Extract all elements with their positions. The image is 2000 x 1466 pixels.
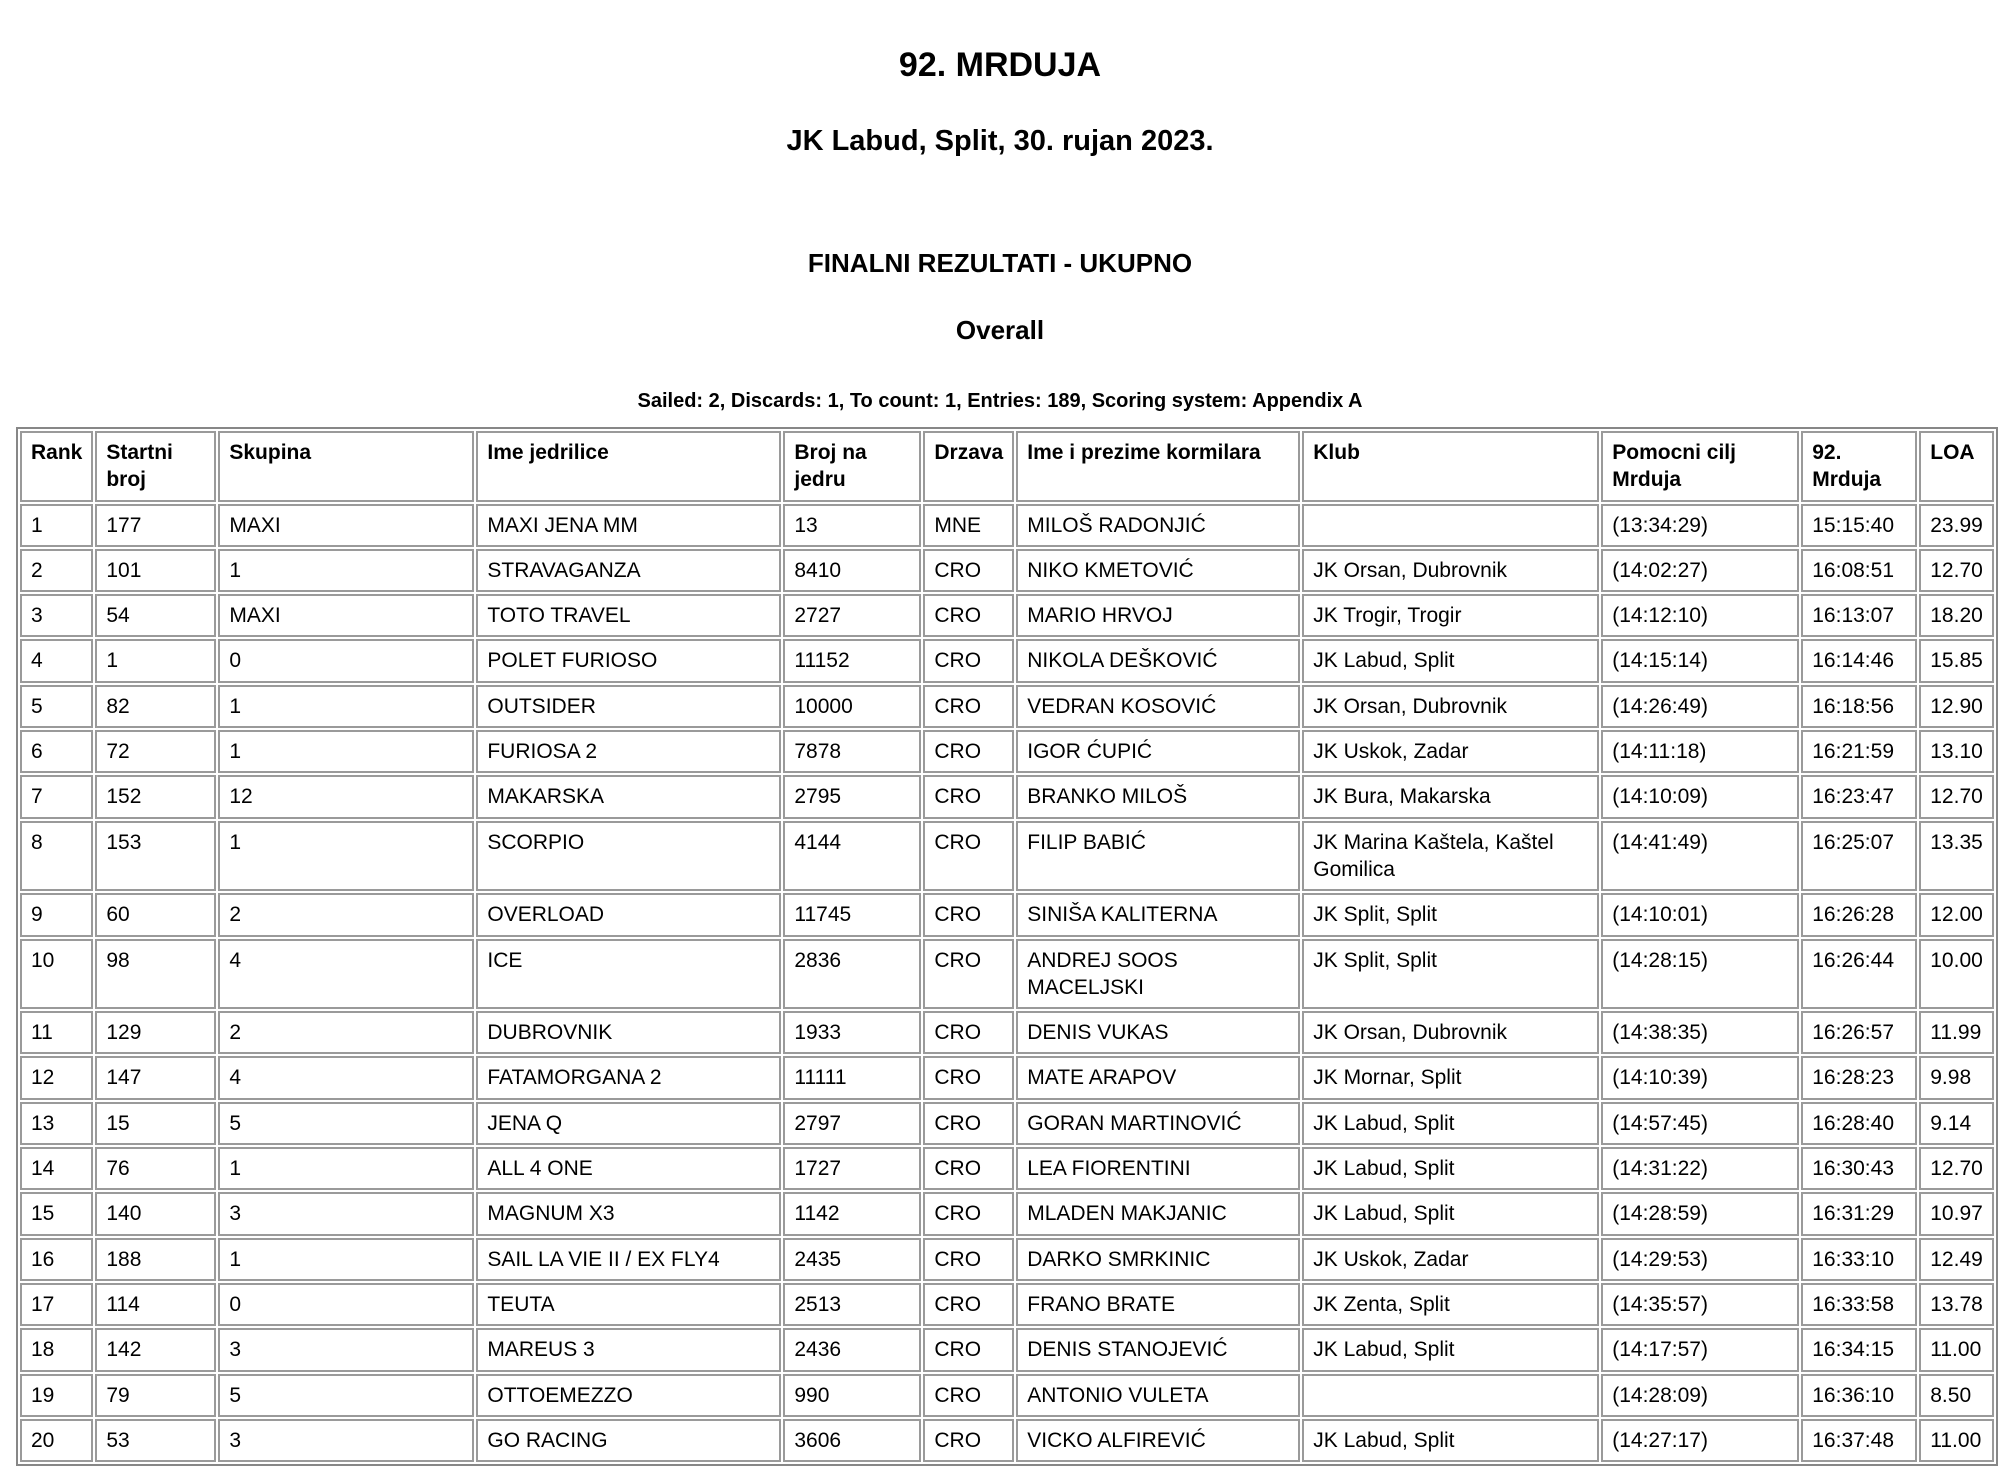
cell-broj_na_jedru: 1727 bbox=[783, 1147, 921, 1190]
cell-mrduja_92: 16:21:59 bbox=[1801, 730, 1917, 773]
cell-broj_na_jedru: 8410 bbox=[783, 549, 921, 592]
cell-ime_jedrilice: MAXI JENA MM bbox=[476, 504, 781, 547]
cell-pomocni_cilj: (14:10:09) bbox=[1601, 775, 1799, 818]
cell-drzava: CRO bbox=[923, 775, 1014, 818]
cell-pomocni_cilj: (14:57:45) bbox=[1601, 1102, 1799, 1145]
cell-skupina: 12 bbox=[218, 775, 474, 818]
cell-klub: JK Labud, Split bbox=[1302, 1419, 1599, 1462]
cell-klub: JK Trogir, Trogir bbox=[1302, 594, 1599, 637]
cell-ime_jedrilice: SCORPIO bbox=[476, 821, 781, 892]
cell-drzava: CRO bbox=[923, 594, 1014, 637]
cell-drzava: CRO bbox=[923, 1419, 1014, 1462]
cell-loa: 12.70 bbox=[1919, 1147, 1994, 1190]
cell-loa: 8.50 bbox=[1919, 1374, 1994, 1417]
page-subtitle: JK Labud, Split, 30. rujan 2023. bbox=[786, 125, 1214, 157]
table-row bbox=[20, 1238, 1994, 1281]
cell-klub: JK Zenta, Split bbox=[1302, 1283, 1599, 1326]
cell-pomocni_cilj: (14:27:17) bbox=[1601, 1419, 1799, 1462]
cell-kormilar: DARKO SMRKINIC bbox=[1016, 1238, 1300, 1281]
cell-loa: 12.70 bbox=[1919, 549, 1994, 592]
cell-rank: 15 bbox=[20, 1192, 93, 1235]
cell-broj_na_jedru: 4144 bbox=[783, 821, 921, 892]
results-page bbox=[0, 46, 2000, 1459]
cell-kormilar: DENIS STANOJEVIĆ bbox=[1016, 1328, 1300, 1371]
cell-mrduja_92: 16:23:47 bbox=[1801, 775, 1917, 818]
cell-rank: 6 bbox=[20, 730, 93, 773]
cell-startni_broj: 15 bbox=[95, 1102, 216, 1145]
cell-pomocni_cilj: (14:28:15) bbox=[1601, 939, 1799, 1010]
cell-skupina: 1 bbox=[218, 685, 474, 728]
cell-startni_broj: 53 bbox=[95, 1419, 216, 1462]
cell-pomocni_cilj: (14:15:14) bbox=[1601, 639, 1799, 682]
cell-klub bbox=[1302, 1374, 1599, 1417]
cell-loa: 9.98 bbox=[1919, 1056, 1994, 1099]
cell-startni_broj: 140 bbox=[95, 1192, 216, 1235]
column-header-klub: Klub bbox=[1302, 431, 1599, 502]
cell-kormilar: BRANKO MILOŠ bbox=[1016, 775, 1300, 818]
cell-pomocni_cilj: (14:41:49) bbox=[1601, 821, 1799, 892]
cell-skupina: 3 bbox=[218, 1328, 474, 1371]
cell-loa: 13.78 bbox=[1919, 1283, 1994, 1326]
section-title: FINALNI REZULTATI - UKUPNO bbox=[807, 248, 1193, 278]
cell-kormilar: ANDREJ SOOS MACELJSKI bbox=[1016, 939, 1300, 1010]
cell-startni_broj: 114 bbox=[95, 1283, 216, 1326]
column-header-pomocni_cilj: Pomocni cilj Mrduja bbox=[1601, 431, 1799, 502]
cell-pomocni_cilj: (14:17:57) bbox=[1601, 1328, 1799, 1371]
cell-mrduja_92: 16:26:57 bbox=[1801, 1011, 1917, 1054]
table-row bbox=[20, 1147, 1994, 1190]
cell-kormilar: VEDRAN KOSOVIĆ bbox=[1016, 685, 1300, 728]
cell-ime_jedrilice: ICE bbox=[476, 939, 781, 1010]
cell-klub: JK Split, Split bbox=[1302, 893, 1599, 936]
table-row bbox=[20, 1192, 1994, 1235]
cell-klub: JK Bura, Makarska bbox=[1302, 775, 1599, 818]
cell-pomocni_cilj: (14:31:22) bbox=[1601, 1147, 1799, 1190]
cell-skupina: 0 bbox=[218, 639, 474, 682]
cell-rank: 4 bbox=[20, 639, 93, 682]
table-row bbox=[20, 549, 1994, 592]
column-header-ime_jedrilice: Ime jedrilice bbox=[476, 431, 781, 502]
cell-drzava: CRO bbox=[923, 1192, 1014, 1235]
cell-mrduja_92: 16:28:40 bbox=[1801, 1102, 1917, 1145]
cell-broj_na_jedru: 7878 bbox=[783, 730, 921, 773]
header-row bbox=[20, 431, 1994, 502]
cell-drzava: CRO bbox=[923, 893, 1014, 936]
cell-skupina: 1 bbox=[218, 1238, 474, 1281]
cell-drzava: CRO bbox=[923, 821, 1014, 892]
cell-skupina: 4 bbox=[218, 1056, 474, 1099]
cell-rank: 20 bbox=[20, 1419, 93, 1462]
cell-pomocni_cilj: (14:29:53) bbox=[1601, 1238, 1799, 1281]
table-row bbox=[20, 730, 1994, 773]
cell-broj_na_jedru: 2436 bbox=[783, 1328, 921, 1371]
cell-pomocni_cilj: (14:35:57) bbox=[1601, 1283, 1799, 1326]
cell-ime_jedrilice: POLET FURIOSO bbox=[476, 639, 781, 682]
cell-pomocni_cilj: (14:10:39) bbox=[1601, 1056, 1799, 1099]
cell-mrduja_92: 15:15:40 bbox=[1801, 504, 1917, 547]
cell-broj_na_jedru: 990 bbox=[783, 1374, 921, 1417]
cell-klub: JK Mornar, Split bbox=[1302, 1056, 1599, 1099]
cell-rank: 11 bbox=[20, 1011, 93, 1054]
cell-rank: 16 bbox=[20, 1238, 93, 1281]
table-row bbox=[20, 939, 1994, 1010]
table-row bbox=[20, 639, 1994, 682]
cell-klub: JK Orsan, Dubrovnik bbox=[1302, 1011, 1599, 1054]
cell-kormilar: LEA FIORENTINI bbox=[1016, 1147, 1300, 1190]
cell-klub: JK Labud, Split bbox=[1302, 1102, 1599, 1145]
cell-mrduja_92: 16:26:28 bbox=[1801, 893, 1917, 936]
cell-skupina: MAXI bbox=[218, 594, 474, 637]
cell-startni_broj: 82 bbox=[95, 685, 216, 728]
cell-ime_jedrilice: OVERLOAD bbox=[476, 893, 781, 936]
column-header-broj_na_jedru: Broj na jedru bbox=[783, 431, 921, 502]
cell-kormilar: FRANO BRATE bbox=[1016, 1283, 1300, 1326]
cell-startni_broj: 152 bbox=[95, 775, 216, 818]
cell-startni_broj: 101 bbox=[95, 549, 216, 592]
cell-rank: 12 bbox=[20, 1056, 93, 1099]
cell-kormilar: NIKOLA DEŠKOVIĆ bbox=[1016, 639, 1300, 682]
column-header-drzava: Drzava bbox=[923, 431, 1014, 502]
cell-ime_jedrilice: DUBROVNIK bbox=[476, 1011, 781, 1054]
cell-skupina: 1 bbox=[218, 730, 474, 773]
cell-ime_jedrilice: FURIOSA 2 bbox=[476, 730, 781, 773]
column-header-rank: Rank bbox=[20, 431, 93, 502]
cell-ime_jedrilice: MAGNUM X3 bbox=[476, 1192, 781, 1235]
page-title: 92. MRDUJA bbox=[898, 46, 1102, 84]
cell-skupina: 5 bbox=[218, 1102, 474, 1145]
subsection-title: Overall bbox=[955, 315, 1045, 345]
cell-rank: 5 bbox=[20, 685, 93, 728]
cell-kormilar: ANTONIO VULETA bbox=[1016, 1374, 1300, 1417]
cell-broj_na_jedru: 10000 bbox=[783, 685, 921, 728]
cell-ime_jedrilice: OTTOEMEZZO bbox=[476, 1374, 781, 1417]
cell-skupina: 0 bbox=[218, 1283, 474, 1326]
cell-klub: JK Labud, Split bbox=[1302, 1147, 1599, 1190]
cell-klub: JK Uskok, Zadar bbox=[1302, 730, 1599, 773]
cell-broj_na_jedru: 2836 bbox=[783, 939, 921, 1010]
table-row bbox=[20, 1102, 1994, 1145]
cell-broj_na_jedru: 11745 bbox=[783, 893, 921, 936]
cell-klub bbox=[1302, 504, 1599, 547]
cell-loa: 10.00 bbox=[1919, 939, 1994, 1010]
cell-rank: 17 bbox=[20, 1283, 93, 1326]
cell-drzava: CRO bbox=[923, 1374, 1014, 1417]
cell-rank: 9 bbox=[20, 893, 93, 936]
table-row bbox=[20, 1374, 1994, 1417]
cell-startni_broj: 188 bbox=[95, 1238, 216, 1281]
cell-loa: 11.00 bbox=[1919, 1419, 1994, 1462]
cell-kormilar: NIKO KMETOVIĆ bbox=[1016, 549, 1300, 592]
cell-loa: 13.35 bbox=[1919, 821, 1994, 892]
cell-pomocni_cilj: (14:26:49) bbox=[1601, 685, 1799, 728]
cell-broj_na_jedru: 3606 bbox=[783, 1419, 921, 1462]
cell-rank: 19 bbox=[20, 1374, 93, 1417]
cell-loa: 11.00 bbox=[1919, 1328, 1994, 1371]
cell-broj_na_jedru: 1142 bbox=[783, 1192, 921, 1235]
cell-drzava: CRO bbox=[923, 1102, 1014, 1145]
cell-drzava: CRO bbox=[923, 639, 1014, 682]
cell-mrduja_92: 16:18:56 bbox=[1801, 685, 1917, 728]
cell-ime_jedrilice: GO RACING bbox=[476, 1419, 781, 1462]
cell-pomocni_cilj: (14:12:10) bbox=[1601, 594, 1799, 637]
table-row bbox=[20, 1328, 1994, 1371]
cell-skupina: 5 bbox=[218, 1374, 474, 1417]
cell-ime_jedrilice: OUTSIDER bbox=[476, 685, 781, 728]
cell-loa: 9.14 bbox=[1919, 1102, 1994, 1145]
cell-skupina: 1 bbox=[218, 1147, 474, 1190]
cell-startni_broj: 54 bbox=[95, 594, 216, 637]
cell-broj_na_jedru: 11152 bbox=[783, 639, 921, 682]
cell-kormilar: MILOŠ RADONJIĆ bbox=[1016, 504, 1300, 547]
cell-rank: 18 bbox=[20, 1328, 93, 1371]
cell-loa: 12.49 bbox=[1919, 1238, 1994, 1281]
cell-kormilar: DENIS VUKAS bbox=[1016, 1011, 1300, 1054]
cell-rank: 13 bbox=[20, 1102, 93, 1145]
cell-pomocni_cilj: (14:11:18) bbox=[1601, 730, 1799, 773]
cell-skupina: 3 bbox=[218, 1419, 474, 1462]
cell-ime_jedrilice: ALL 4 ONE bbox=[476, 1147, 781, 1190]
table-row bbox=[20, 504, 1994, 547]
cell-skupina: 3 bbox=[218, 1192, 474, 1235]
cell-rank: 14 bbox=[20, 1147, 93, 1190]
cell-broj_na_jedru: 11111 bbox=[783, 1056, 921, 1099]
cell-loa: 12.70 bbox=[1919, 775, 1994, 818]
cell-mrduja_92: 16:31:29 bbox=[1801, 1192, 1917, 1235]
table-row bbox=[20, 821, 1994, 892]
cell-ime_jedrilice: SAIL LA VIE II / EX FLY4 bbox=[476, 1238, 781, 1281]
cell-startni_broj: 98 bbox=[95, 939, 216, 1010]
cell-loa: 15.85 bbox=[1919, 639, 1994, 682]
cell-drzava: CRO bbox=[923, 549, 1014, 592]
cell-rank: 3 bbox=[20, 594, 93, 637]
cell-kormilar: SINIŠA KALITERNA bbox=[1016, 893, 1300, 936]
cell-klub: JK Split, Split bbox=[1302, 939, 1599, 1010]
cell-pomocni_cilj: (14:28:59) bbox=[1601, 1192, 1799, 1235]
cell-mrduja_92: 16:33:58 bbox=[1801, 1283, 1917, 1326]
cell-klub: JK Orsan, Dubrovnik bbox=[1302, 685, 1599, 728]
cell-loa: 23.99 bbox=[1919, 504, 1994, 547]
cell-rank: 8 bbox=[20, 821, 93, 892]
cell-kormilar: MATE ARAPOV bbox=[1016, 1056, 1300, 1099]
cell-startni_broj: 142 bbox=[95, 1328, 216, 1371]
cell-broj_na_jedru: 2435 bbox=[783, 1238, 921, 1281]
cell-loa: 12.00 bbox=[1919, 893, 1994, 936]
cell-rank: 2 bbox=[20, 549, 93, 592]
cell-drzava: CRO bbox=[923, 1238, 1014, 1281]
cell-rank: 10 bbox=[20, 939, 93, 1010]
cell-drzava: MNE bbox=[923, 504, 1014, 547]
cell-klub: JK Labud, Split bbox=[1302, 639, 1599, 682]
table-row bbox=[20, 685, 1994, 728]
cell-mrduja_92: 16:14:46 bbox=[1801, 639, 1917, 682]
cell-loa: 18.20 bbox=[1919, 594, 1994, 637]
cell-pomocni_cilj: (13:34:29) bbox=[1601, 504, 1799, 547]
cell-loa: 10.97 bbox=[1919, 1192, 1994, 1235]
cell-drzava: CRO bbox=[923, 1147, 1014, 1190]
cell-kormilar: FILIP BABIĆ bbox=[1016, 821, 1300, 892]
cell-loa: 11.99 bbox=[1919, 1011, 1994, 1054]
cell-broj_na_jedru: 2797 bbox=[783, 1102, 921, 1145]
table-row bbox=[20, 1056, 1994, 1099]
cell-skupina: 1 bbox=[218, 549, 474, 592]
cell-skupina: 1 bbox=[218, 821, 474, 892]
cell-startni_broj: 147 bbox=[95, 1056, 216, 1099]
results-tbody bbox=[20, 504, 1994, 1463]
cell-startni_broj: 153 bbox=[95, 821, 216, 892]
cell-ime_jedrilice: STRAVAGANZA bbox=[476, 549, 781, 592]
cell-mrduja_92: 16:08:51 bbox=[1801, 549, 1917, 592]
cell-ime_jedrilice: MAREUS 3 bbox=[476, 1328, 781, 1371]
cell-kormilar: MLADEN MAKJANIC bbox=[1016, 1192, 1300, 1235]
cell-pomocni_cilj: (14:38:35) bbox=[1601, 1011, 1799, 1054]
cell-mrduja_92: 16:26:44 bbox=[1801, 939, 1917, 1010]
cell-drzava: CRO bbox=[923, 1011, 1014, 1054]
column-header-skupina: Skupina bbox=[218, 431, 474, 502]
cell-startni_broj: 129 bbox=[95, 1011, 216, 1054]
cell-broj_na_jedru: 1933 bbox=[783, 1011, 921, 1054]
column-header-mrduja_92: 92. Mrduja bbox=[1801, 431, 1917, 502]
cell-startni_broj: 76 bbox=[95, 1147, 216, 1190]
cell-ime_jedrilice: TOTO TRAVEL bbox=[476, 594, 781, 637]
cell-mrduja_92: 16:34:15 bbox=[1801, 1328, 1917, 1371]
table-row bbox=[20, 1419, 1994, 1462]
cell-startni_broj: 177 bbox=[95, 504, 216, 547]
cell-pomocni_cilj: (14:10:01) bbox=[1601, 893, 1799, 936]
cell-skupina: 4 bbox=[218, 939, 474, 1010]
cell-broj_na_jedru: 2795 bbox=[783, 775, 921, 818]
cell-broj_na_jedru: 2513 bbox=[783, 1283, 921, 1326]
cell-ime_jedrilice: JENA Q bbox=[476, 1102, 781, 1145]
cell-broj_na_jedru: 13 bbox=[783, 504, 921, 547]
cell-kormilar: VICKO ALFIREVIĆ bbox=[1016, 1419, 1300, 1462]
cell-drzava: CRO bbox=[923, 1328, 1014, 1371]
column-header-kormilar: Ime i prezime kormilara bbox=[1016, 431, 1300, 502]
cell-pomocni_cilj: (14:28:09) bbox=[1601, 1374, 1799, 1417]
column-header-loa: LOA bbox=[1919, 431, 1994, 502]
cell-startni_broj: 72 bbox=[95, 730, 216, 773]
cell-drzava: CRO bbox=[923, 730, 1014, 773]
cell-drzava: CRO bbox=[923, 939, 1014, 1010]
table-row bbox=[20, 1283, 1994, 1326]
cell-klub: JK Uskok, Zadar bbox=[1302, 1238, 1599, 1281]
table-row bbox=[20, 594, 1994, 637]
scoring-info: Sailed: 2, Discards: 1, To count: 1, Entries: 189, Scoring system: Appendix A bbox=[637, 390, 1363, 412]
cell-rank: 7 bbox=[20, 775, 93, 818]
column-header-startni_broj: Startni broj bbox=[95, 431, 216, 502]
cell-ime_jedrilice: TEUTA bbox=[476, 1283, 781, 1326]
cell-mrduja_92: 16:37:48 bbox=[1801, 1419, 1917, 1462]
cell-mrduja_92: 16:25:07 bbox=[1801, 821, 1917, 892]
table-row bbox=[20, 893, 1994, 936]
cell-rank: 1 bbox=[20, 504, 93, 547]
cell-kormilar: IGOR ĆUPIĆ bbox=[1016, 730, 1300, 773]
cell-skupina: 2 bbox=[218, 1011, 474, 1054]
cell-startni_broj: 1 bbox=[95, 639, 216, 682]
cell-drzava: CRO bbox=[923, 1056, 1014, 1099]
cell-mrduja_92: 16:30:43 bbox=[1801, 1147, 1917, 1190]
cell-broj_na_jedru: 2727 bbox=[783, 594, 921, 637]
cell-ime_jedrilice: FATAMORGANA 2 bbox=[476, 1056, 781, 1099]
cell-kormilar: GORAN MARTINOVIĆ bbox=[1016, 1102, 1300, 1145]
cell-startni_broj: 79 bbox=[95, 1374, 216, 1417]
cell-skupina: MAXI bbox=[218, 504, 474, 547]
cell-mrduja_92: 16:36:10 bbox=[1801, 1374, 1917, 1417]
cell-loa: 13.10 bbox=[1919, 730, 1994, 773]
table-row bbox=[20, 1011, 1994, 1054]
cell-ime_jedrilice: MAKARSKA bbox=[476, 775, 781, 818]
cell-klub: JK Labud, Split bbox=[1302, 1328, 1599, 1371]
cell-loa: 12.90 bbox=[1919, 685, 1994, 728]
cell-skupina: 2 bbox=[218, 893, 474, 936]
cell-kormilar: MARIO HRVOJ bbox=[1016, 594, 1300, 637]
cell-startni_broj: 60 bbox=[95, 893, 216, 936]
cell-klub: JK Marina Kaštela, Kaštel Gomilica bbox=[1302, 821, 1599, 892]
cell-mrduja_92: 16:13:07 bbox=[1801, 594, 1917, 637]
table-row bbox=[20, 775, 1994, 818]
cell-mrduja_92: 16:28:23 bbox=[1801, 1056, 1917, 1099]
results-table bbox=[16, 427, 1998, 1466]
cell-klub: JK Labud, Split bbox=[1302, 1192, 1599, 1235]
cell-klub: JK Orsan, Dubrovnik bbox=[1302, 549, 1599, 592]
cell-pomocni_cilj: (14:02:27) bbox=[1601, 549, 1799, 592]
cell-drzava: CRO bbox=[923, 685, 1014, 728]
cell-mrduja_92: 16:33:10 bbox=[1801, 1238, 1917, 1281]
cell-drzava: CRO bbox=[923, 1283, 1014, 1326]
